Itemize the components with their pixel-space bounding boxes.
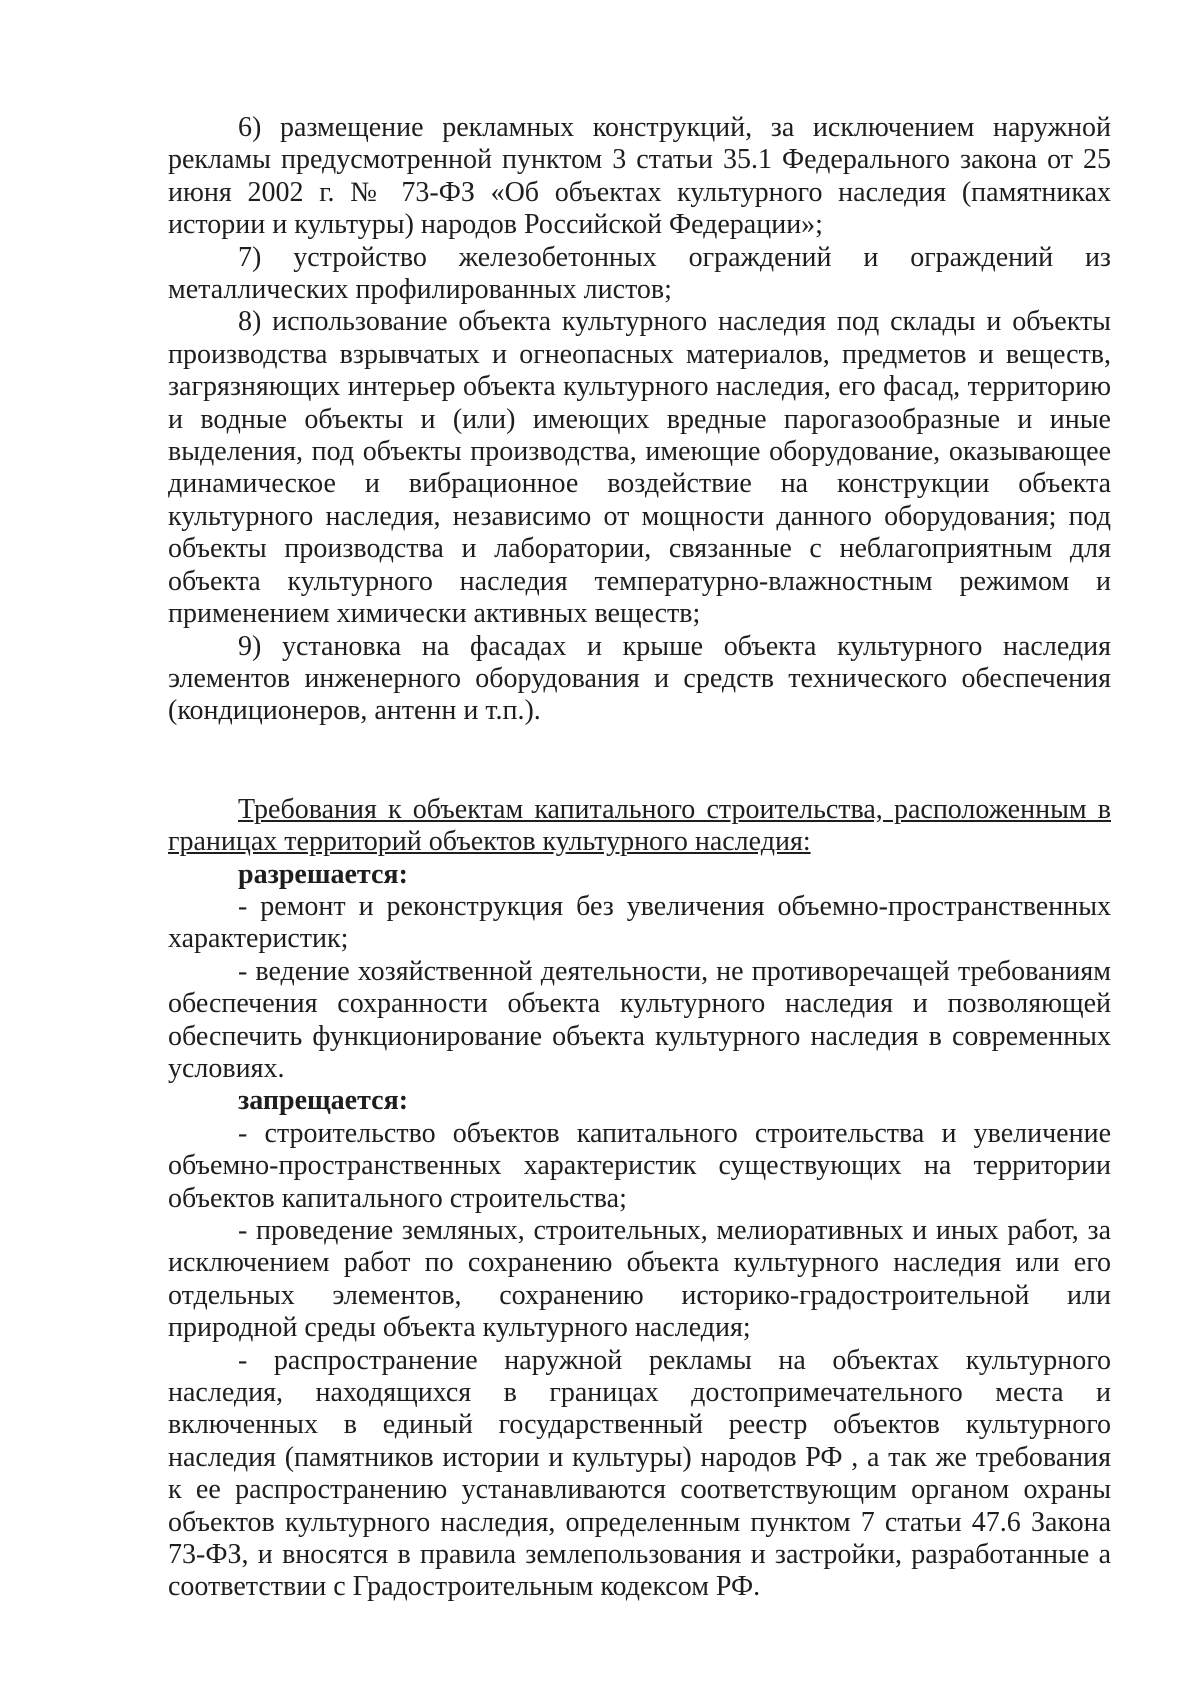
list-item-7: 7) устройство железобетонных ограждений и ограждений из металлических профилированных листов; <box>168 241 1111 306</box>
prohibited-item: - строительство объектов капитального строительства и увеличение объемно-пространственных характеристик существующих на территории объектов капитального строительства; <box>168 1117 1111 1214</box>
section-title: Требования к объектам капитального строительства, расположенным в границах территорий объектов культурного наследия: <box>168 793 1111 858</box>
prohibited-item: - проведение земляных, строительных, мелиоративных и иных работ, за исключением работ по сохранению объекта культурного наследия или его отдельных элементов, сохранению историко-градостроительной или природной среды объекта культурного наследия; <box>168 1215 1111 1344</box>
allowed-item: - ремонт и реконструкция без увеличения объемно-пространственных характеристик; <box>168 890 1111 955</box>
document-page <box>168 112 1111 1604</box>
prohibited-label: запрещается: <box>238 1085 409 1117</box>
list-item-6: 6) размещение рекламных конструкций, за исключением наружной рекламы предусмотренной пунктом 3 статьи 35.1 Федерального закона от 25 июня 2002 г. № 73-ФЗ «Об объектах культурного наследия (памятниках истории и культуры) народов Российской Федерации»; <box>168 112 1111 241</box>
prohibited-item: - распространение наружной рекламы на объектах культурного наследия, находящихся в границах достопримечательного места и включенных в единый государственный реестр объектов культурного наследия (памятников истории и культуры) народов РФ , а так же требования к ее распространению устанавливаются соответствующим органом охраны объектов культурного наследия, определенным пунктом 7 статьи 47.6 Закона 73-ФЗ, и вносятся в правила землепользования и застройки, разработанные а соответствии с Градостроительным кодексом РФ. <box>168 1344 1111 1603</box>
list-item-8: 8) использование объекта культурного наследия под склады и объекты производства взрывчатых и огнеопасных материалов, предметов и веществ, загрязняющих интерьер объекта культурного наследия, его фасад, территорию и водные объекты и (или) имеющих вредные парогазообразные и иные выделения, под объекты производства, имеющие оборудование, оказывающее динамическое и вибрационное воздействие на конструкции объекта культурного наследия, независимо от мощности данного оборудования; под объекты производства и лаборатории, связанные с неблагоприятным для объекта культурного наследия температурно-влажностным режимом и применением химически активных веществ; <box>168 306 1111 630</box>
allowed-label: разрешается: <box>238 858 408 890</box>
list-item-9: 9) установка на фасадах и крыше объекта культурного наследия элементов инженерного оборудования и средств технического обеспечения (кондиционеров, антенн и т.п.). <box>168 630 1111 727</box>
allowed-item: - ведение хозяйственной деятельности, не противоречащей требованиям обеспечения сохранности объекта культурного наследия и позволяющей обеспечить функционирование объекта культурного наследия в современных условиях. <box>168 955 1111 1084</box>
